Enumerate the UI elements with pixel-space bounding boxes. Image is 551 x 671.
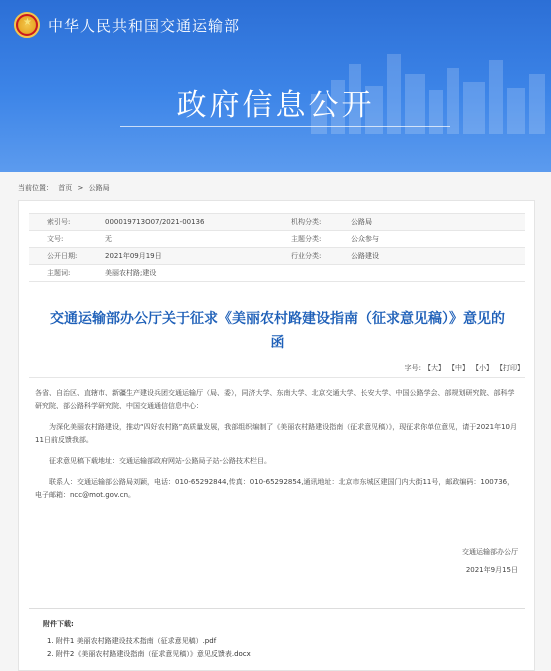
meta-row	[29, 265, 525, 282]
body-paragraph: 征求意见稿下载地址：交通运输部政府网站-公路局子站-公路技术栏目。	[49, 457, 272, 465]
font-size-label: 字号:	[404, 364, 421, 372]
meta-label: 公开日期:	[47, 252, 78, 260]
meta-label: 行业分类:	[291, 252, 322, 260]
meta-label: 索引号:	[47, 218, 71, 226]
signer: 交通运输部办公厅	[462, 548, 518, 556]
print-button[interactable]: 【打印】	[496, 364, 524, 372]
breadcrumb	[18, 183, 113, 193]
body-paragraph: 联系人：交通运输部公路局刘颖，电话：010-65292844,传真：010-65292854,通讯地址：北京市东城区建国门内大街11号，邮政编码：100736，电子邮箱：ncc@mot.gov.cn。	[35, 478, 515, 499]
breadcrumb-section-link[interactable]: 公路局	[88, 184, 110, 192]
sign-date: 2021年9月15日	[465, 566, 518, 574]
breadcrumb-home-link[interactable]: 首页	[58, 184, 73, 192]
content-divider	[29, 377, 525, 378]
body-paragraph: 为深化美丽农村路建设，推动“四好农村路”高质量发展，我部组织编制了《美丽农村路建设指南（征求意见稿）》，现征求你单位意见，请于2021年10月11日前反馈我部。	[35, 423, 517, 444]
meta-value: 公众参与	[351, 235, 379, 243]
font-small-button[interactable]: 【小】	[472, 364, 493, 372]
header-banner	[0, 0, 551, 172]
attachment-divider	[29, 608, 525, 609]
metadata-table	[29, 213, 525, 282]
meta-row	[29, 248, 525, 265]
brand-name: 中华人民共和国交通运输部	[48, 16, 241, 35]
meta-value: 无	[105, 235, 112, 243]
brand[interactable]	[14, 12, 240, 38]
attachment-link[interactable]: 1. 附件1 美丽农村路建设技术指南（征求意见稿）.pdf	[47, 637, 217, 645]
banner-divider	[120, 126, 450, 127]
meta-label: 主题词:	[47, 269, 71, 277]
font-large-button[interactable]: 【大】	[424, 364, 445, 372]
document-body	[35, 387, 521, 510]
meta-value: 公路建设	[351, 252, 379, 260]
banner-title: 政府信息公开	[176, 88, 375, 123]
meta-row	[29, 214, 525, 231]
national-emblem-icon	[14, 12, 40, 38]
document-title-line: 交通运输部办公厅关于征求《美丽农村路建设指南（征求意见稿）》意见的	[50, 311, 505, 327]
attachments-heading: 附件下载:	[43, 620, 74, 628]
body-paragraph: 各省、自治区、直辖市、新疆生产建设兵团交通运输厅（局、委），同济大学、东南大学、北京交通大学、长安大学、中国公路学会、部规划研究院、部科学研究院、部公路科学研究院、中国交通通信信息中心：	[35, 389, 515, 410]
document-title	[35, 307, 520, 355]
meta-label: 主题分类:	[291, 235, 322, 243]
content-card	[18, 200, 535, 671]
meta-value: 000019713O07/2021-00136	[105, 218, 205, 226]
font-size-tools	[405, 363, 524, 373]
breadcrumb-prefix: 当前位置：	[18, 184, 53, 192]
breadcrumb-separator: >	[77, 184, 84, 192]
attachments	[43, 618, 251, 661]
attachment-link[interactable]: 2. 附件2《美丽农村路建设指南（征求意见稿）》意见反馈表.docx	[47, 650, 251, 658]
meta-value: 公路局	[351, 218, 372, 226]
font-medium-button[interactable]: 【中】	[448, 364, 469, 372]
meta-value: 2021年09月19日	[105, 252, 162, 260]
document-title-line: 函	[270, 335, 285, 351]
meta-value: 美丽农村路;建设	[105, 269, 157, 277]
meta-label: 机构分类:	[291, 218, 322, 226]
meta-label: 文号:	[47, 235, 64, 243]
meta-row	[29, 231, 525, 248]
